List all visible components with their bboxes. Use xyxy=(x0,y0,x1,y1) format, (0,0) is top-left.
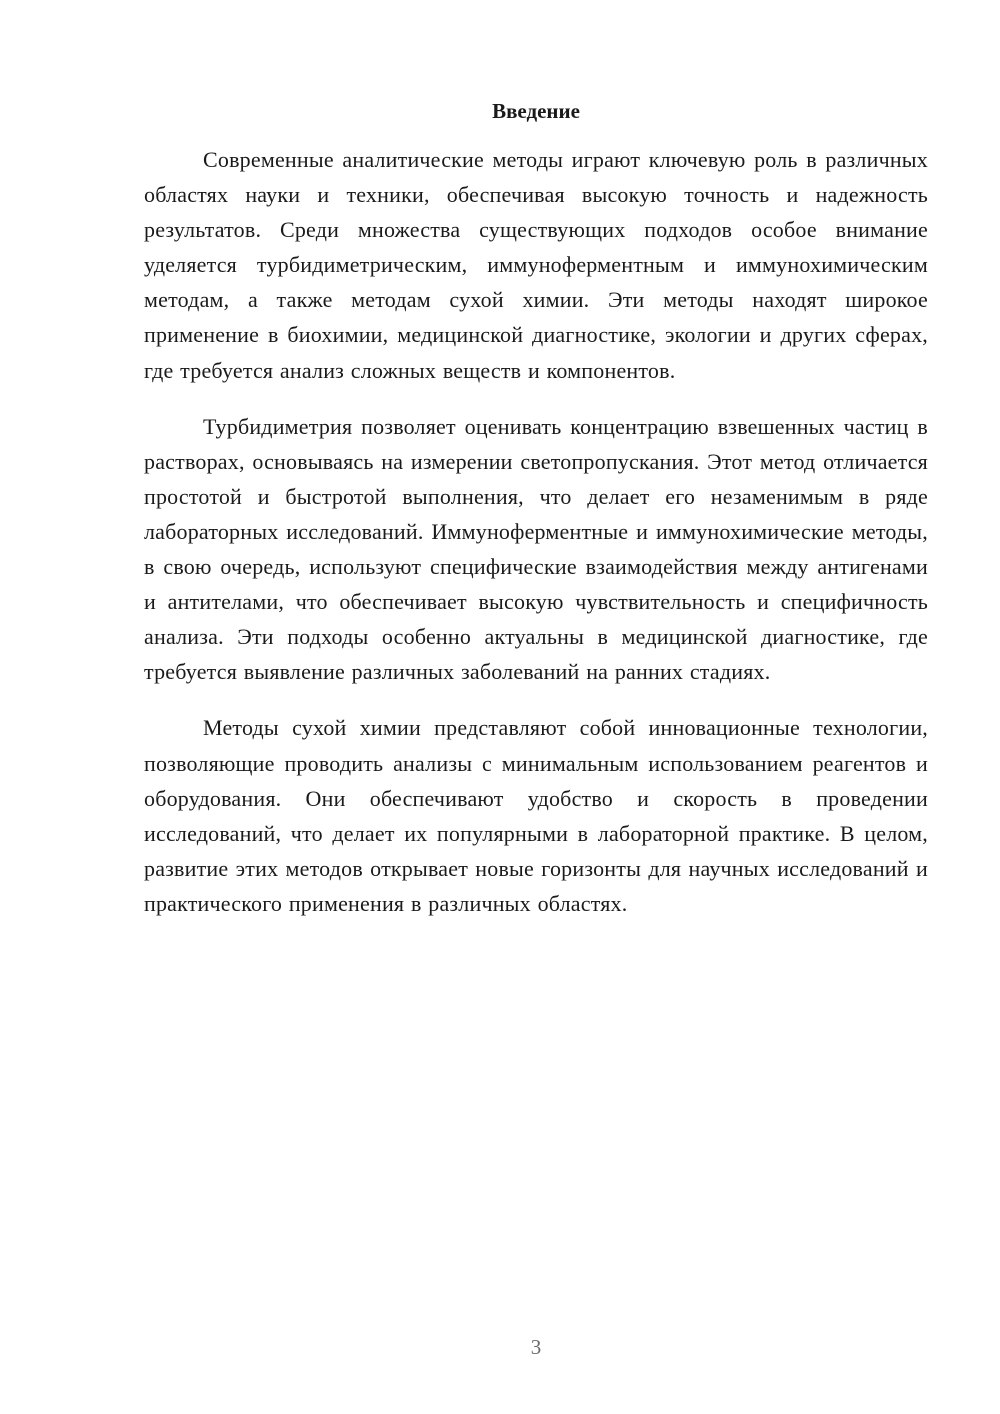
page-number: 3 xyxy=(530,1335,542,1359)
body-text xyxy=(144,142,928,942)
section-heading: Введение xyxy=(492,99,580,123)
paragraph-intro: Современные аналитические методы играют ключевую роль в различных областях науки и техники, обеспечивая высокую точность и надежность результатов. Среди множества существующих подходов особое внимание уделяется турбидиметрическим, иммуноферментным и иммунохимическим методам, а также методам сухой химии. Эти методы находят широкое применение в биохимии, медицинской диагностике, экологии и других сферах, где требуется анализ сложных веществ и компонентов. xyxy=(144,147,928,383)
paragraph-dry-chemistry: Методы сухой химии представляют собой инновационные технологии, позволяющие проводить анализы с минимальным использованием реагентов и оборудования. Они обеспечивают удобство и скорость в проведении исследований, что делает их популярными в лабораторной практике. В целом, развитие этих методов открывает новые горизонты для научных исследований и практического применения в различных областях. xyxy=(144,715,928,916)
paragraph-turbidimetry: Турбидиметрия позволяет оценивать концентрацию взвешенных частиц в растворах, основываясь на измерении светопропускания. Этот метод отличается простотой и быстротой выполнения, что делает его незаменимым в ряде лабораторных исследований. Иммуноферментные и иммунохимические методы, в свою очередь, используют специфические взаимодействия между антигенами и антителами, что обеспечивает высокую чувствительность и специфичность анализа. Эти подходы особенно актуальны в медицинской диагностике, где требуется выявление различных заболеваний на ранних стадиях. xyxy=(144,413,928,685)
